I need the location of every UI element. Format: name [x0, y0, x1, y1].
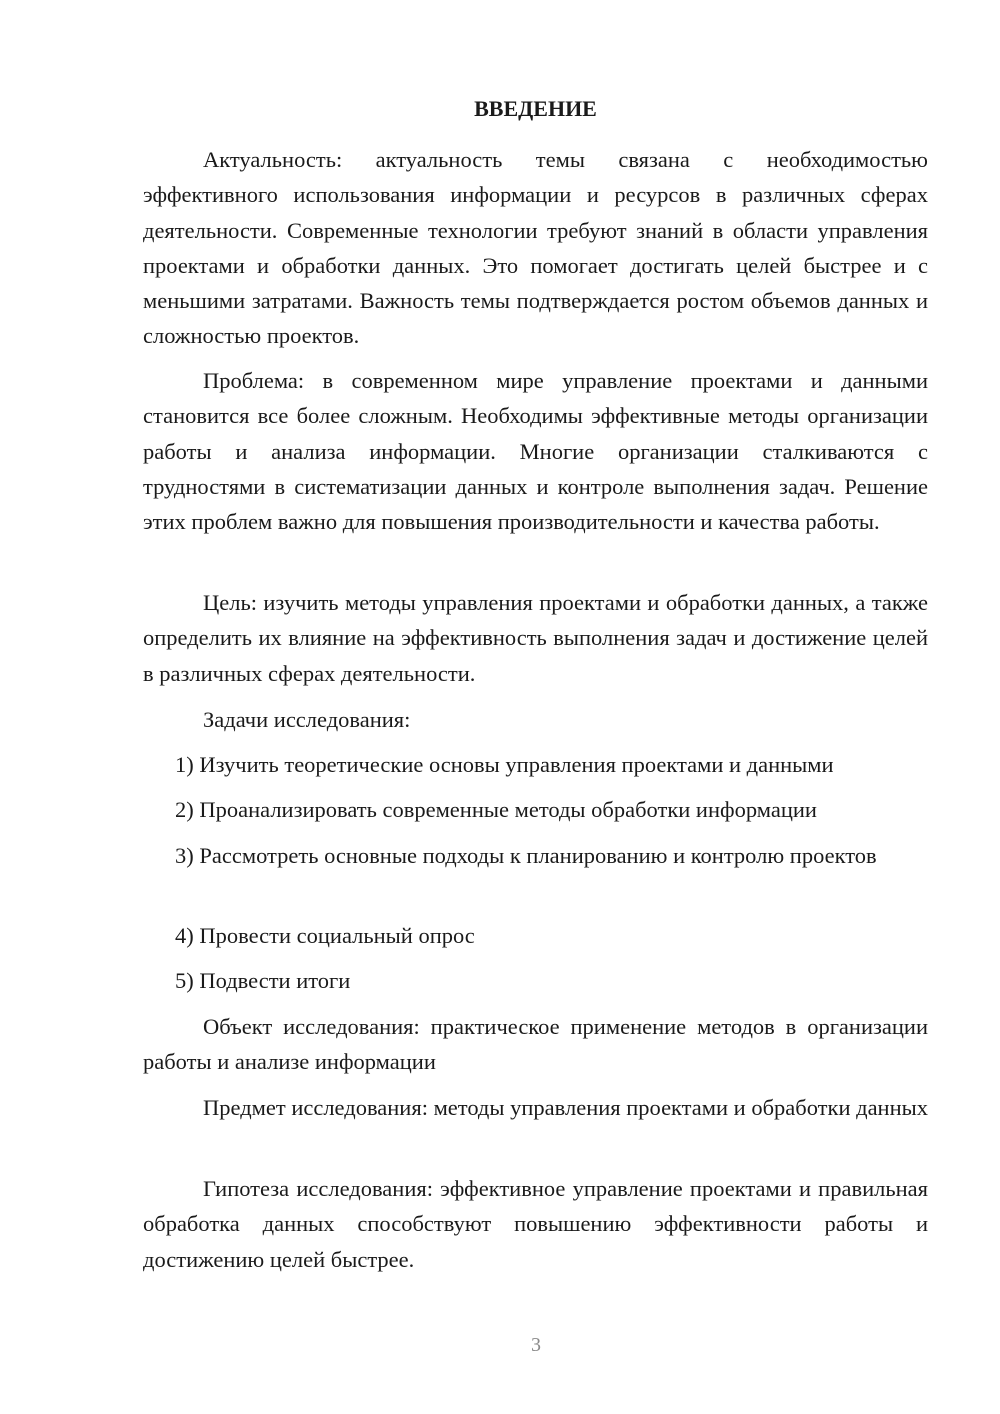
task-item-4-block [143, 918, 928, 953]
subject-paragraph: Предмет исследования: методы управления проектами и обработки данных [203, 1095, 928, 1120]
object-paragraph-block [143, 1009, 928, 1080]
relevance-paragraph-block [143, 142, 928, 354]
task-item-5-block [143, 963, 928, 998]
hypothesis-paragraph-block [143, 1171, 928, 1277]
object-paragraph: Объект исследования: практическое применение методов в организации работы и анализе информации [143, 1014, 928, 1075]
page-title: ВВЕДЕНИЕ [474, 96, 597, 121]
tasks-heading: Задачи исследования: [203, 707, 411, 732]
tasks-heading-block [143, 702, 928, 737]
problem-paragraph: Проблема: в современном мире управление проектами и данными становится все более сложным. Необходимы эффективные методы организации работы и анализа информации. Многие организации сталкиваются с трудностями в систематизации данных и контроле выполнения задач. Решение этих проблем важно для повышения производительности и качества работы. [143, 368, 928, 535]
task-item-1-block [143, 747, 928, 782]
subject-paragraph-block [143, 1090, 928, 1125]
task-item: 2) Проанализировать современные методы обработки информации [175, 797, 817, 822]
goal-paragraph: Цель: изучить методы управления проектами и обработки данных, а также определить их влияние на эффективность выполнения задач и достижение целей в различных сферах деятельности. [143, 590, 928, 686]
task-item: 5) Подвести итоги [175, 968, 351, 993]
relevance-paragraph: Актуальность: актуальность темы связана с необходимостью эффективного использования информации и ресурсов в различных сферах деятельности. Современные технологии требуют знаний в области управления проектами и обработки данных. Это помогает достигать целей быстрее и с меньшими затратами. Важность темы подтверждается ростом объемов данных и сложностью проектов. [143, 147, 928, 349]
task-item-2-block [143, 792, 928, 827]
task-item: 4) Провести социальный опрос [175, 923, 475, 948]
hypothesis-paragraph: Гипотеза исследования: эффективное управление проектами и правильная обработка данных способствуют повышению эффективности работы и достижению целей быстрее. [143, 1176, 928, 1272]
problem-paragraph-block [143, 363, 928, 539]
task-item: 1) Изучить теоретические основы управления проектами и данными [175, 752, 834, 777]
task-item-3-block [143, 838, 928, 873]
page-number: 3 [531, 1334, 541, 1356]
task-item: 3) Рассмотреть основные подходы к планированию и контролю проектов [175, 843, 877, 868]
goal-paragraph-block [143, 585, 928, 691]
